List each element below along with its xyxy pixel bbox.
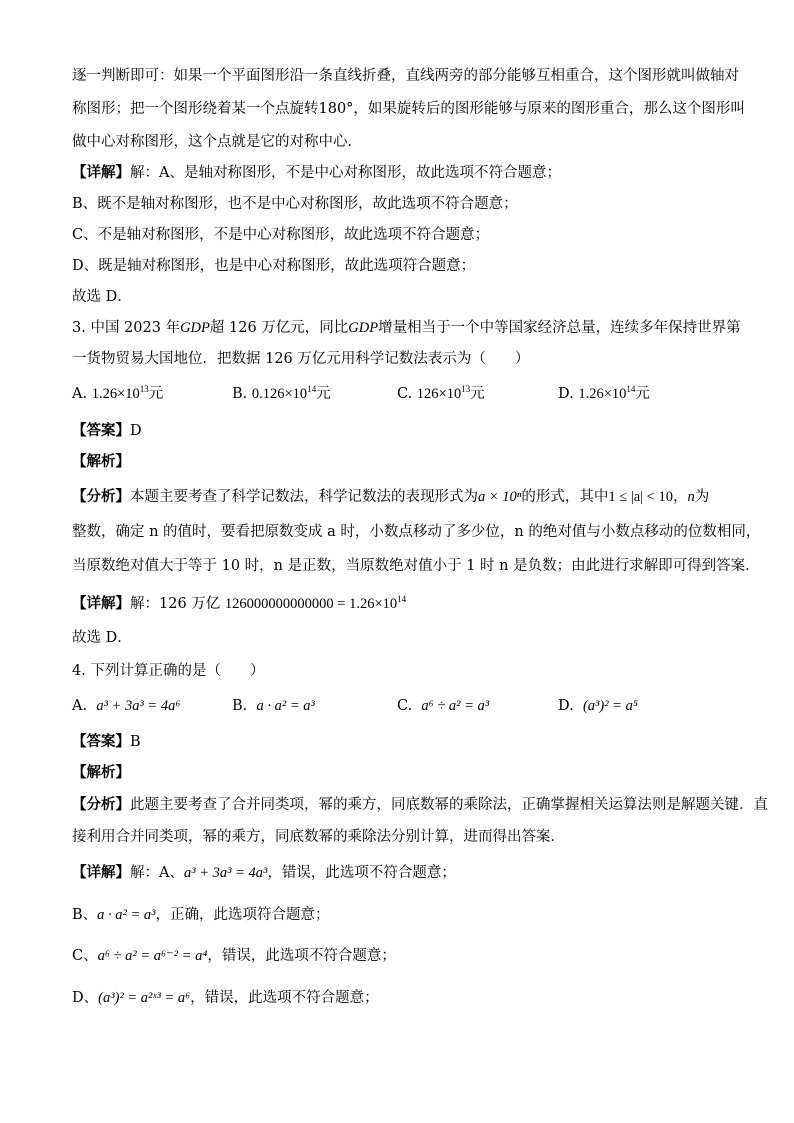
q4-detail-c bbox=[72, 946, 396, 966]
detail-equation: (a³)² = a²ˣ³ = a⁶ bbox=[98, 990, 191, 1006]
detail-suffix: ，错误，此选项不符合题意； bbox=[207, 948, 396, 964]
variable-n: n bbox=[687, 489, 695, 505]
q4-option-d bbox=[558, 696, 638, 716]
fenxi-text: ， bbox=[673, 489, 688, 505]
analysis-tag: 【解析】 bbox=[72, 764, 130, 781]
q3-stem-part-b: 超 126 万亿元，同比 bbox=[209, 320, 349, 336]
q4-answer bbox=[72, 732, 141, 752]
analysis-tag: 【解析】 bbox=[72, 453, 130, 470]
q2-conclusion: 故选 D． bbox=[72, 289, 132, 305]
q3-fenxi-line-2: 整数，确定 n 的值时，要看把原数变成 a 时，小数点移动了多少位，n 的绝对值与小数点移动的位数相同， bbox=[72, 524, 761, 540]
fenxi-text: 本题主要考查了科学记数法，科学记数法的表现形式为 bbox=[130, 489, 478, 505]
q4-fenxi-line-2: 接利用合并同类项，幂的乘方，同底数幂的乘除法分别计算，进而得出答案． bbox=[72, 829, 565, 845]
detail-prefix: 解：A、 bbox=[130, 865, 184, 881]
option-value: 1.26×10 bbox=[91, 386, 140, 402]
gdp-term: GDP bbox=[180, 320, 210, 336]
detail-tag: 【详解】 bbox=[72, 164, 130, 181]
q3-stem-line-1 bbox=[72, 318, 741, 338]
q3-conclusion: 故选 D． bbox=[72, 630, 132, 646]
option-label: A. bbox=[72, 698, 88, 714]
q3-option-c bbox=[397, 384, 485, 404]
option-label: B. bbox=[232, 386, 248, 402]
option-label: B. bbox=[232, 698, 248, 714]
option-formula: (a³)² = a⁵ bbox=[582, 698, 638, 714]
intro-line-2: 称图形；把一个图形绕着某一个点旋转180°，如果旋转后的图形能够与原来的图形重合，那么这个图形叫 bbox=[72, 101, 745, 117]
detail-suffix: ，错误，此选项不符合题意； bbox=[190, 990, 379, 1006]
q2-detail-b: B、既不是轴对称图形，也不是中心对称图形，故此选项不符合题意； bbox=[72, 196, 518, 212]
option-unit: 元 bbox=[148, 386, 164, 402]
range-formula: 1 ≤ |a| < 10 bbox=[608, 489, 673, 505]
detail-exponent: 14 bbox=[397, 594, 407, 604]
q3-option-b bbox=[232, 384, 331, 404]
q2-detail-a-text: 解：A、是轴对称图形，不是中心对称图形，故此选项不符合题意； bbox=[130, 165, 561, 181]
detail-tag: 【详解】 bbox=[72, 864, 130, 881]
detail-suffix: ，正确，此选项符合题意； bbox=[155, 907, 330, 923]
option-formula: a · a² = a³ bbox=[256, 698, 315, 714]
q4-detail-a bbox=[72, 863, 456, 883]
q3-detail bbox=[72, 594, 406, 614]
fenxi-text: 的形式，其中 bbox=[521, 489, 609, 505]
option-formula: a⁶ ÷ a² = a³ bbox=[421, 698, 490, 714]
option-unit: 元 bbox=[316, 386, 331, 402]
option-formula: a³ + 3a³ = 4a⁶ bbox=[96, 698, 181, 714]
q3-option-a bbox=[72, 384, 163, 404]
q4-detail-d bbox=[72, 988, 379, 1008]
intro-line-3: 做中心对称图形，这个点就是它的对称中心． bbox=[72, 134, 362, 150]
option-unit: 元 bbox=[470, 386, 485, 402]
intro-line-1: 逐一判断即可：如果一个平面图形沿一条直线折叠，直线两旁的部分能够互相重合，这个图形就叫做轴对 bbox=[72, 68, 739, 84]
q2-detail-d: D、既是轴对称图形，也是中心对称图形，故此选项符合题意； bbox=[72, 258, 476, 274]
q3-fenxi-line-3: 当原数绝对值大于等于 10 时，n 是正数，当原数绝对值小于 1 时 n 是负数；由此进行求解即可得到答案． bbox=[72, 558, 760, 574]
gdp-term: GDP bbox=[348, 320, 379, 336]
answer-value: D bbox=[130, 423, 142, 439]
fenxi-tag: 【分析】 bbox=[72, 796, 130, 813]
option-value: 126×10 bbox=[416, 386, 462, 402]
detail-prefix: C、 bbox=[72, 948, 98, 964]
option-label: D. bbox=[558, 698, 574, 714]
option-label: C. bbox=[397, 698, 413, 714]
q4-analysis-tag bbox=[72, 763, 130, 783]
option-label: C. bbox=[397, 386, 413, 402]
q3-option-d bbox=[558, 384, 650, 404]
fenxi-text: 为 bbox=[694, 489, 710, 505]
q3-stem-part-a: 3. 中国 2023 年 bbox=[72, 320, 181, 336]
option-value: 1.26×10 bbox=[578, 386, 627, 402]
detail-equation: a · a² = a³ bbox=[97, 907, 156, 923]
q4-detail-b bbox=[72, 905, 330, 925]
detail-equation: 126000000000000 = 1.26×10 bbox=[224, 596, 398, 612]
answer-value: B bbox=[130, 734, 141, 750]
q4-option-c bbox=[397, 696, 489, 716]
detail-tag: 【详解】 bbox=[72, 595, 130, 612]
detail-prefix: B、 bbox=[72, 907, 98, 923]
option-value: 0.126×10 bbox=[251, 386, 308, 402]
fenxi-text: 此题主要考查了合并同类项，幂的乘方，同底数幂的乘除法，正确掌握相关运算法则是解题关键．直 bbox=[130, 797, 768, 813]
option-exponent: 13 bbox=[139, 384, 149, 394]
option-exponent: 14 bbox=[307, 384, 317, 394]
detail-suffix: ，错误，此选项不符合题意； bbox=[267, 865, 456, 881]
option-exponent: 13 bbox=[461, 384, 471, 394]
q3-analysis-tag bbox=[72, 452, 130, 472]
detail-equation: a⁶ ÷ a² = a⁶⁻² = a⁴ bbox=[97, 948, 208, 964]
detail-text: 解：126 万亿 bbox=[130, 596, 221, 612]
q2-detail-c: C、不是轴对称图形，不是中心对称图形，故此选项不符合题意； bbox=[72, 227, 490, 243]
answer-tag: 【答案】 bbox=[72, 422, 130, 439]
formula: a × 10ⁿ bbox=[478, 489, 522, 505]
q3-stem-line-2: 一货物贸易大国地位．把数据 126 万亿元用科学记数法表示为（ ） bbox=[72, 351, 530, 367]
q3-answer bbox=[72, 421, 142, 441]
option-label: D. bbox=[558, 386, 574, 402]
answer-tag: 【答案】 bbox=[72, 733, 130, 750]
q4-fenxi-line-1 bbox=[72, 795, 768, 815]
q2-detail-a bbox=[72, 163, 561, 183]
detail-equation: a³ + 3a³ = 4a³ bbox=[183, 865, 268, 881]
q3-fenxi-line-1 bbox=[72, 487, 709, 507]
q4-option-a bbox=[72, 696, 180, 716]
option-label: A. bbox=[72, 386, 88, 402]
q3-stem-part-c: 增量相当于一个中等国家经济总量，连续多年保持世界第 bbox=[378, 320, 741, 336]
option-exponent: 14 bbox=[626, 384, 636, 394]
fenxi-tag: 【分析】 bbox=[72, 488, 130, 505]
q4-option-b bbox=[232, 696, 315, 716]
option-unit: 元 bbox=[635, 386, 650, 402]
detail-prefix: D、 bbox=[72, 990, 99, 1006]
q4-stem: 4. 下列计算正确的是（ ） bbox=[72, 663, 265, 679]
